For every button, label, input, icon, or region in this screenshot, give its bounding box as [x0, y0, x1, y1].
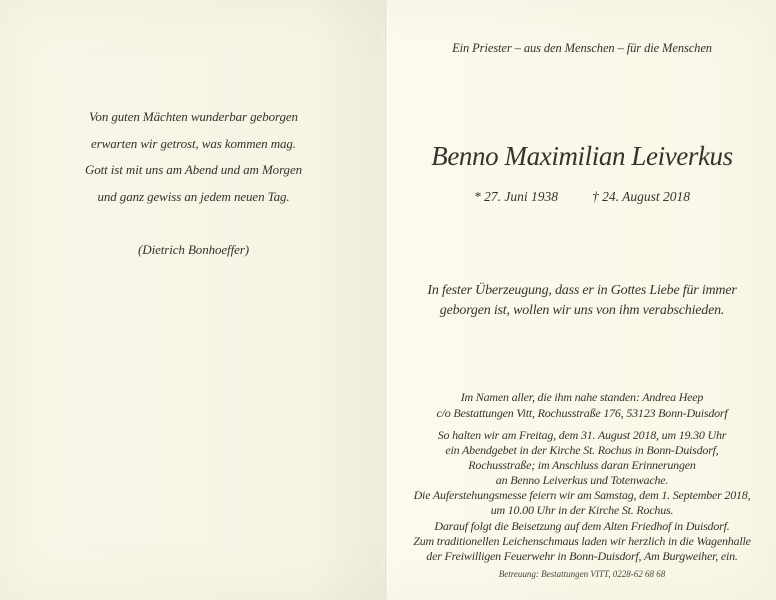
poem-block	[0, 104, 387, 264]
farewell-line: geborgen ist, wollen wir uns von ihm verabschieden.	[439, 303, 725, 318]
birth-date: * 27. Juni 1938	[473, 189, 558, 204]
farewell-statement	[388, 281, 776, 321]
funeral-home-footer: Betreuung: Bestattungen VITT, 0228-62 68 68	[498, 569, 666, 579]
in-name-line: c/o Bestattungen Vitt, Rochusstraße 176, 53123 Bonn-Duisdorf	[436, 405, 728, 420]
service-line: Darauf folgt die Beisetzung auf dem Alten Friedhof in Duisdorf.	[434, 518, 730, 533]
service-line: Zum traditionellen Leichenschmaus laden wir herzlich in die Wagenhalle	[413, 533, 751, 548]
poem-attribution: (Dietrich Bonhoeffer)	[138, 242, 249, 257]
deceased-name: Benno Maximilian Leiverkus	[431, 141, 733, 171]
farewell-line: In fester Überzeugung, dass er in Gottes Liebe für immer	[427, 283, 737, 298]
life-dates	[388, 189, 776, 205]
service-line: Rochusstraße; im Anschluss daran Erinnerungen	[468, 458, 696, 473]
service-line: an Benno Leiverkus und Totenwache.	[495, 473, 669, 488]
in-name-block	[388, 390, 776, 421]
service-line: um 10.00 Uhr in der Kirche St. Rochus.	[490, 503, 674, 518]
service-line: Die Auferstehungsmesse feiern wir am Samstag, dem 1. September 2018,	[413, 488, 751, 503]
poem-line: Von guten Mächten wunderbar geborgen	[89, 109, 298, 124]
poem-line: Gott ist mit uns am Abend und am Morgen	[84, 162, 303, 177]
right-page	[388, 0, 776, 600]
service-line: ein Abendgebet in der Kirche St. Rochus in Bonn-Duisdorf,	[445, 443, 719, 458]
service-details-block	[388, 428, 776, 564]
death-date: † 24. August 2018	[591, 189, 690, 204]
in-name-line: Im Namen aller, die ihm nahe standen: Andrea Heep	[460, 390, 704, 404]
opening-quote: Ein Priester – aus den Menschen – für die Menschen	[452, 41, 712, 55]
poem-line: erwarten wir getrost, was kommen mag.	[91, 135, 296, 151]
left-page	[0, 0, 387, 600]
poem-line: und ganz gewiss an jedem neuen Tag.	[97, 188, 290, 204]
service-line: So halten wir am Freitag, dem 31. August 2018, um 19.30 Uhr	[437, 428, 727, 442]
service-line: der Freiwilligen Feuerwehr in Bonn-Duisdorf, Am Burgweiher, ein.	[426, 548, 738, 563]
